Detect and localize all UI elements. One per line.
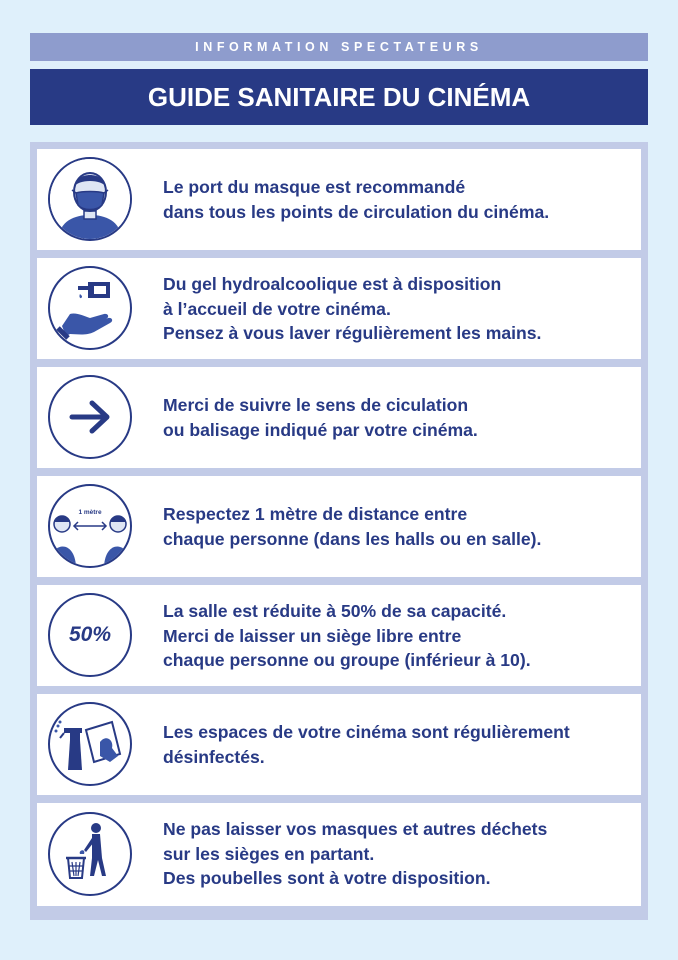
rule-line: ou balisage indiqué par votre cinéma. xyxy=(163,419,478,440)
rule-line: Respectez 1 mètre de distance entre xyxy=(163,504,468,524)
rule-line: Ne pas laisser vos masques et autres déchets xyxy=(163,819,548,839)
rule-line: Les espaces de votre cinéma sont régulièrement xyxy=(163,722,570,742)
rule-card-capacity xyxy=(37,585,641,686)
rule-line: La salle est réduite à 50% de sa capacité. xyxy=(163,601,507,621)
disinfect-spray-icon xyxy=(48,702,132,786)
header-kicker: INFORMATION SPECTATEURS xyxy=(30,33,648,61)
rule-card-circulation xyxy=(37,367,641,468)
rule-line: désinfectés. xyxy=(163,746,265,767)
rule-line: dans tous les points de circulation du cinéma. xyxy=(163,201,550,222)
rule-line: sur les sièges en partant. xyxy=(163,843,375,864)
rule-text-distance xyxy=(163,502,541,551)
rule-card-sanitizer xyxy=(37,258,641,359)
rule-line: Merci de laisser un siège libre entre xyxy=(163,625,462,646)
rule-line: chaque personne ou groupe (inférieur à 10). xyxy=(163,650,531,670)
capacity-icon xyxy=(48,593,132,677)
distance-icon xyxy=(48,484,132,568)
rule-line: chaque personne (dans les halls ou en salle). xyxy=(163,528,542,549)
rule-line: Du gel hydroalcoolique est à disposition xyxy=(163,274,502,294)
rule-text-trash xyxy=(163,817,547,891)
rule-text-mask xyxy=(163,175,549,224)
arrow-right-icon xyxy=(48,375,132,459)
rule-line: Pensez à vous laver régulièrement les mains. xyxy=(163,323,542,343)
face-mask-icon xyxy=(48,157,132,241)
rule-line: Merci de suivre le sens de ciculation xyxy=(163,395,469,415)
rules-panel xyxy=(30,142,648,920)
rule-text-capacity xyxy=(163,599,531,673)
hand-sanitizer-icon xyxy=(48,266,132,350)
trash-bin-icon xyxy=(48,812,132,896)
rule-card-trash xyxy=(37,803,641,906)
rule-line: Le port du masque est recommandé xyxy=(163,177,466,197)
capacity-percent: 50% xyxy=(68,623,112,646)
rule-card-disinfect xyxy=(37,694,641,795)
distance-label: 1 mètre xyxy=(78,509,102,516)
rule-text-sanitizer xyxy=(163,272,541,346)
rule-card-distance xyxy=(37,476,641,577)
rule-card-mask xyxy=(37,149,641,250)
rule-text-disinfect xyxy=(163,720,570,769)
rule-line: à l’accueil de votre cinéma. xyxy=(163,298,391,319)
page-title: GUIDE SANITAIRE DU CINÉMA xyxy=(30,69,648,125)
rule-text-circulation xyxy=(163,393,478,442)
rule-line: Des poubelles sont à votre disposition. xyxy=(163,868,491,888)
